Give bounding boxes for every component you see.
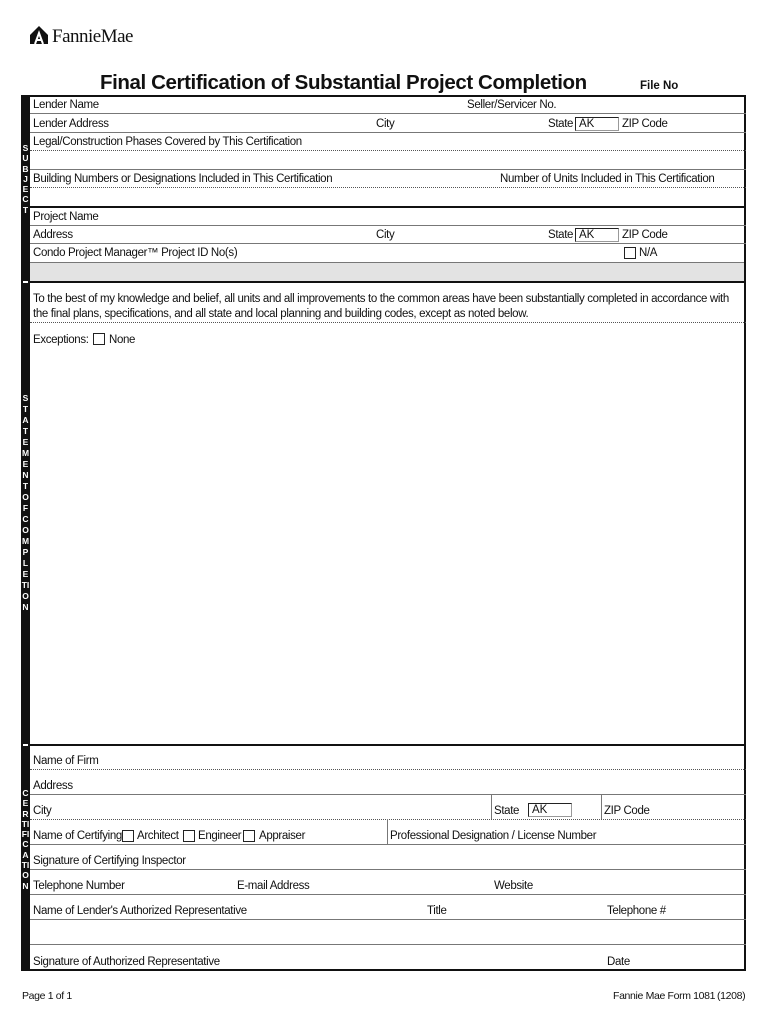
lender-rep-name-label[interactable]: Name of Lender's Authorized Representative — [33, 905, 247, 917]
professional-designation-label[interactable]: Professional Designation / License Number — [390, 830, 597, 842]
certification-side-label: CERTIFICATION — [21, 788, 30, 891]
divider — [30, 132, 746, 133]
none-label: None — [109, 334, 136, 346]
building-numbers-label[interactable]: Building Numbers or Designations Included in This Certification — [33, 173, 333, 185]
lender-city-label[interactable]: City — [376, 118, 395, 130]
project-state-select[interactable]: AK — [575, 228, 619, 242]
certifying-type-label: Name of Certifying — [33, 830, 122, 842]
telephone-label[interactable]: Telephone Number — [33, 880, 125, 892]
side-divider — [23, 281, 28, 283]
shaded-band — [30, 262, 744, 282]
inspector-signature-label[interactable]: Signature of Certifying Inspector — [33, 855, 186, 867]
divider — [30, 113, 746, 114]
firm-state-label: State — [494, 805, 520, 817]
divider — [30, 844, 746, 845]
divider — [30, 281, 746, 283]
appraiser-checkbox[interactable] — [243, 830, 255, 842]
divider — [30, 919, 746, 920]
legal-phases-label[interactable]: Legal/Construction Phases Covered by This Certification — [33, 136, 302, 148]
lender-address-label[interactable]: Lender Address — [33, 118, 109, 130]
na-label: N/A — [639, 247, 658, 259]
divider — [30, 169, 746, 170]
seller-servicer-label[interactable]: Seller/Servicer No. — [467, 99, 557, 111]
divider — [601, 794, 602, 819]
lender-state-label: State — [548, 118, 574, 130]
divider — [30, 819, 746, 820]
file-no-label: File No — [640, 80, 679, 92]
divider — [30, 769, 746, 770]
logo-text: FannieMae — [52, 26, 133, 47]
exceptions-label: Exceptions: — [33, 334, 89, 346]
subject-side-label: SUBJECT — [22, 143, 29, 215]
firm-address-label[interactable]: Address — [33, 780, 73, 792]
rep-signature-label[interactable]: Signature of Authorized Representative — [33, 956, 220, 968]
lender-zip-label[interactable]: ZIP Code — [622, 118, 668, 130]
appraiser-label: Appraiser — [259, 830, 306, 842]
side-divider — [23, 744, 28, 746]
divider — [30, 869, 746, 870]
project-address-label[interactable]: Address — [33, 229, 73, 241]
divider — [387, 819, 388, 844]
divider — [30, 322, 746, 323]
form-title: Final Certification of Substantial Project Completion — [100, 71, 587, 94]
lender-rep-title-label[interactable]: Title — [427, 905, 447, 917]
date-label[interactable]: Date — [607, 956, 630, 968]
firm-name-label[interactable]: Name of Firm — [33, 755, 99, 767]
lender-name-label[interactable]: Lender Name — [33, 99, 99, 111]
divider — [30, 894, 746, 895]
divider — [30, 944, 746, 945]
divider — [30, 187, 746, 188]
form-number: Fannie Mae Form 1081 — [613, 990, 716, 1002]
project-city-label[interactable]: City — [376, 229, 395, 241]
divider — [491, 794, 492, 819]
architect-label: Architect — [137, 830, 179, 842]
statement-text: To the best of my knowledge and belief, all units and all improvements to the common areas have been substantially completed in accordance with the final plans, specifications, and all state and local planning and building codes, except as noted below. — [33, 293, 729, 320]
divider — [30, 744, 746, 746]
project-state-label: State — [548, 229, 574, 241]
engineer-checkbox[interactable] — [183, 830, 195, 842]
form-version: (1208) — [717, 990, 746, 1002]
firm-state-select[interactable]: AK — [528, 803, 572, 817]
website-label[interactable]: Website — [494, 880, 533, 892]
exceptions-textarea[interactable] — [31, 350, 743, 742]
firm-zip-label[interactable]: ZIP Code — [604, 805, 650, 817]
na-checkbox[interactable] — [624, 247, 636, 259]
divider — [30, 243, 746, 244]
email-label[interactable]: E-mail Address — [237, 880, 310, 892]
divider — [30, 225, 746, 226]
divider — [30, 794, 746, 795]
divider — [30, 150, 746, 151]
number-of-units-label[interactable]: Number of Units Included in This Certification — [500, 173, 715, 185]
none-checkbox[interactable] — [93, 333, 105, 345]
project-name-label[interactable]: Project Name — [33, 211, 99, 223]
lender-state-select[interactable]: AK — [575, 117, 619, 131]
firm-city-label[interactable]: City — [33, 805, 52, 817]
engineer-label: Engineer — [198, 830, 242, 842]
divider — [30, 206, 746, 208]
lender-rep-telephone-label[interactable]: Telephone # — [607, 905, 666, 917]
page-number: Page 1 of 1 — [22, 990, 72, 1002]
logo-house-icon — [28, 25, 50, 45]
condo-project-id-label[interactable]: Condo Project Manager™ Project ID No(s) — [33, 247, 238, 259]
architect-checkbox[interactable] — [122, 830, 134, 842]
statement-side-label: STATEMENT OF COMPLETION — [21, 393, 30, 612]
project-zip-label[interactable]: ZIP Code — [622, 229, 668, 241]
